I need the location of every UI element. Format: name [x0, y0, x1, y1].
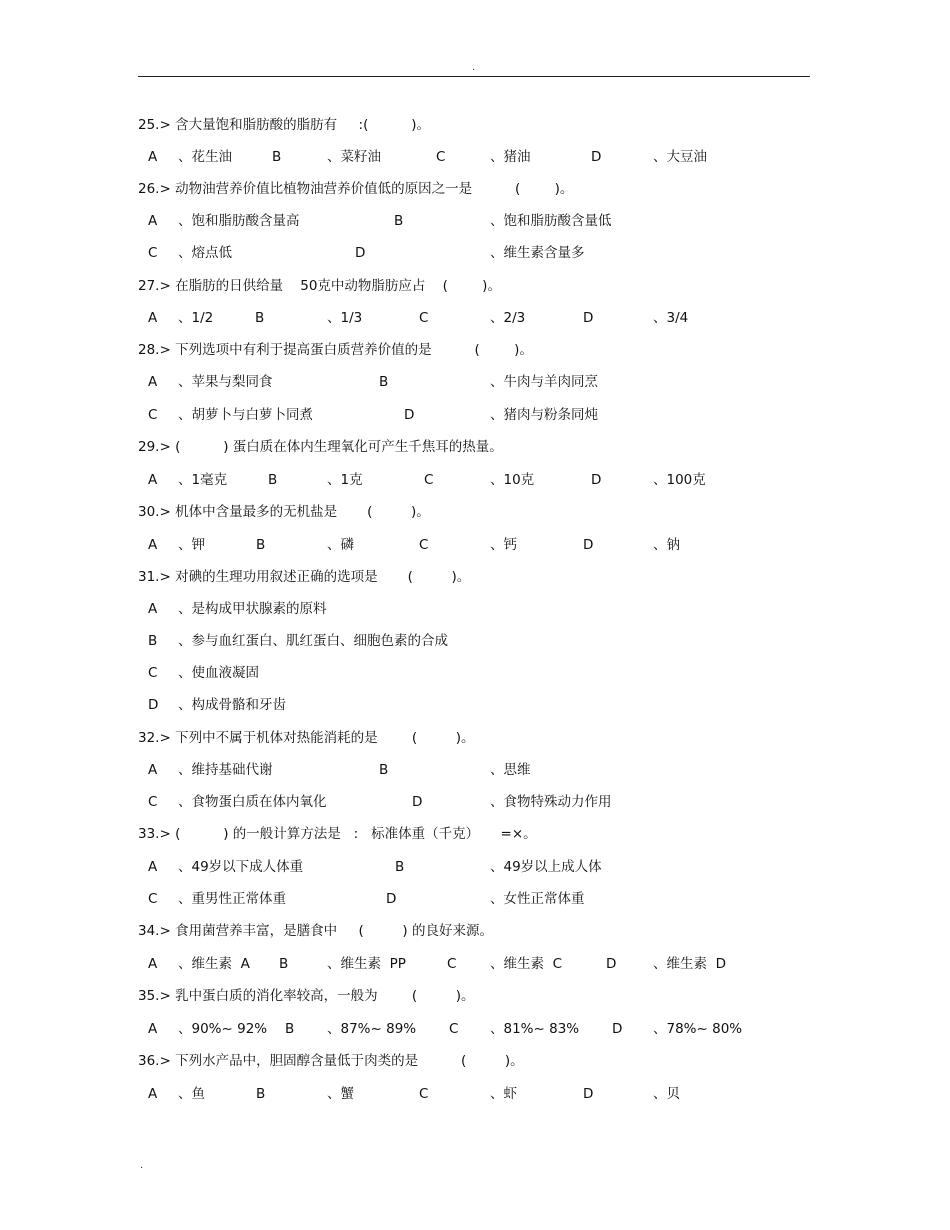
option-a-text: 、49岁以下成人体重	[178, 859, 304, 875]
option-a-text: 、1/2	[178, 310, 214, 326]
question-text: 30.> 机体中含量最多的无机盐是 ( )。	[138, 504, 430, 520]
option-c-letter: C	[148, 891, 158, 907]
option-d-text: 、大豆油	[653, 149, 707, 165]
option-b-text: 、49岁以上成人体	[490, 859, 602, 875]
option-d-letter: D	[583, 537, 594, 553]
option-b-letter: B	[148, 633, 158, 649]
option-d-letter: D	[404, 407, 415, 423]
option-d-letter: D	[355, 245, 366, 261]
option-b-text: 、1克	[327, 472, 363, 488]
question-text: 28.> 下列选项中有利于提高蛋白质营养价值的是 ( )。	[138, 342, 533, 358]
question-text: 25.> 含大量饱和脂肪酸的脂肪有 :( )。	[138, 117, 431, 133]
option-b-text: 、菜籽油	[327, 149, 381, 165]
question-stem	[0, 1049, 950, 1073]
option-c-letter: C	[148, 245, 158, 261]
question-stem	[0, 113, 950, 137]
option-a-text: 、饱和脂肪酸含量高	[178, 213, 300, 229]
question-text: 27.> 在脂肪的日供给量 50克中动物脂肪应占 ( )。	[138, 278, 501, 294]
option-c-letter: C	[148, 665, 158, 681]
option-c-letter: C	[148, 794, 158, 810]
option-a-text: 、维持基础代谢	[178, 762, 273, 778]
option-b-text: 、磷	[327, 537, 354, 553]
option-d-text: 、钠	[653, 537, 680, 553]
option-c-text: 、熔点低	[178, 245, 232, 261]
option-b-letter: B	[279, 956, 289, 972]
option-b-text: 、参与血红蛋白、肌红蛋白、细胞色素的合成	[178, 633, 448, 649]
option-d-letter: D	[612, 1021, 623, 1037]
option-b-text: 、蟹	[327, 1086, 354, 1102]
option-row	[0, 661, 950, 685]
question-stem	[0, 177, 950, 201]
option-c-letter: C	[449, 1021, 459, 1037]
question-stem	[0, 274, 950, 298]
option-row	[0, 306, 950, 330]
question-text: 34.> 食用菌营养丰富，是膳食中 ( ) 的良好来源。	[138, 923, 493, 939]
option-row	[0, 1082, 950, 1106]
option-d-letter: D	[591, 149, 602, 165]
header-mark: .	[472, 62, 476, 73]
option-d-letter: D	[148, 697, 159, 713]
option-d-text: 、食物特殊动力作用	[490, 794, 612, 810]
option-a-letter: A	[148, 310, 158, 326]
option-row	[0, 693, 950, 717]
option-b-letter: B	[379, 762, 389, 778]
option-b-letter: B	[272, 149, 282, 165]
option-row	[0, 468, 950, 492]
option-row	[0, 629, 950, 653]
question-text: 26.> 动物油营养价值比植物油营养价值低的原因之一是 ( )。	[138, 181, 574, 197]
option-b-letter: B	[255, 310, 265, 326]
option-d-text: 、女性正常体重	[490, 891, 585, 907]
option-d-letter: D	[583, 310, 594, 326]
option-a-letter: A	[148, 1086, 158, 1102]
option-d-letter: D	[386, 891, 397, 907]
option-a-letter: A	[148, 762, 158, 778]
option-d-text: 、100克	[653, 472, 706, 488]
option-a-letter: A	[148, 956, 158, 972]
option-d-letter: D	[606, 956, 617, 972]
option-d-text: 、贝	[653, 1086, 680, 1102]
option-row	[0, 597, 950, 621]
option-a-text: 、维生素 A	[178, 956, 250, 972]
option-row	[0, 790, 950, 814]
option-row	[0, 241, 950, 265]
option-a-letter: A	[148, 537, 158, 553]
question-stem	[0, 984, 950, 1008]
option-row	[0, 952, 950, 976]
option-a-text: 、苹果与梨同食	[178, 374, 273, 390]
question-text: 32.> 下列中不属于机体对热能消耗的是 ( )。	[138, 730, 475, 746]
option-c-letter: C	[447, 956, 457, 972]
option-c-text: 、钙	[490, 537, 517, 553]
question-stem	[0, 435, 950, 459]
option-row	[0, 855, 950, 879]
option-c-text: 、81%~ 83%	[490, 1021, 580, 1037]
option-b-text: 、87%~ 89%	[327, 1021, 417, 1037]
option-row	[0, 209, 950, 233]
option-c-text: 、维生素 C	[490, 956, 563, 972]
option-row	[0, 145, 950, 169]
option-d-letter: D	[412, 794, 423, 810]
option-a-text: 、鱼	[178, 1086, 205, 1102]
option-d-letter: D	[591, 472, 602, 488]
option-d-text: 、维生素含量多	[490, 245, 585, 261]
option-b-text: 、牛肉与羊肉同烹	[490, 374, 598, 390]
option-c-text: 、食物蛋白质在体内氧化	[178, 794, 327, 810]
question-stem	[0, 338, 950, 362]
option-c-text: 、虾	[490, 1086, 517, 1102]
question-text: 36.> 下列水产品中，胆固醇含量低于肉类的是 ( )。	[138, 1053, 524, 1069]
footer-mark: .	[140, 1160, 144, 1171]
option-b-text: 、思维	[490, 762, 531, 778]
option-a-text: 、1毫克	[178, 472, 228, 488]
question-text: 31.> 对碘的生理功用叙述正确的选项是 ( )。	[138, 569, 471, 585]
option-c-letter: C	[419, 1086, 429, 1102]
option-d-text: 、3/4	[653, 310, 689, 326]
option-d-text: 、构成骨骼和牙齿	[178, 697, 286, 713]
option-c-letter: C	[424, 472, 434, 488]
option-c-text: 、胡萝卜与白萝卜同煮	[178, 407, 313, 423]
option-b-letter: B	[395, 859, 405, 875]
option-c-letter: C	[436, 149, 446, 165]
option-b-letter: B	[256, 537, 266, 553]
option-a-letter: A	[148, 472, 158, 488]
option-b-letter: B	[256, 1086, 266, 1102]
option-c-letter: C	[148, 407, 158, 423]
option-c-text: 、使血液凝固	[178, 665, 259, 681]
option-row	[0, 758, 950, 782]
option-b-letter: B	[394, 213, 404, 229]
option-row	[0, 403, 950, 427]
option-d-text: 、维生素 D	[653, 956, 726, 972]
header-rule	[138, 76, 810, 77]
question-stem	[0, 726, 950, 750]
option-b-text: 、维生素 PP	[327, 956, 406, 972]
question-text: 35.> 乳中蛋白质的消化率较高，一般为 ( )。	[138, 988, 475, 1004]
question-stem	[0, 822, 950, 846]
option-b-letter: B	[268, 472, 278, 488]
option-c-text: 、2/3	[490, 310, 526, 326]
option-d-text: 、78%~ 80%	[653, 1021, 743, 1037]
question-text: 29.> ( ) 蛋白质在体内生理氧化可产生千焦耳的热量。	[138, 439, 503, 455]
option-c-text: 、猪油	[490, 149, 531, 165]
option-row	[0, 1017, 950, 1041]
question-text: 33.> ( ) 的一般计算方法是 : 标准体重（千克） =×。	[138, 826, 537, 842]
option-row	[0, 370, 950, 394]
option-b-text: 、1/3	[327, 310, 363, 326]
option-d-text: 、猪肉与粉条同炖	[490, 407, 598, 423]
question-stem	[0, 919, 950, 943]
option-b-letter: B	[285, 1021, 295, 1037]
option-a-letter: A	[148, 213, 158, 229]
option-a-letter: A	[148, 859, 158, 875]
option-row	[0, 887, 950, 911]
question-stem	[0, 565, 950, 589]
option-a-text: 、90%~ 92%	[178, 1021, 268, 1037]
question-stem	[0, 500, 950, 524]
option-a-letter: A	[148, 374, 158, 390]
option-row	[0, 533, 950, 557]
option-a-letter: A	[148, 1021, 158, 1037]
option-a-text: 、花生油	[178, 149, 232, 165]
option-c-text: 、重男性正常体重	[178, 891, 286, 907]
option-a-text: 、钾	[178, 537, 205, 553]
option-c-letter: C	[419, 537, 429, 553]
option-a-letter: A	[148, 601, 158, 617]
option-c-text: 、10克	[490, 472, 535, 488]
option-b-text: 、饱和脂肪酸含量低	[490, 213, 612, 229]
option-c-letter: C	[419, 310, 429, 326]
option-a-text: 、是构成甲状腺素的原料	[178, 601, 327, 617]
option-a-letter: A	[148, 149, 158, 165]
option-d-letter: D	[583, 1086, 594, 1102]
option-b-letter: B	[379, 374, 389, 390]
